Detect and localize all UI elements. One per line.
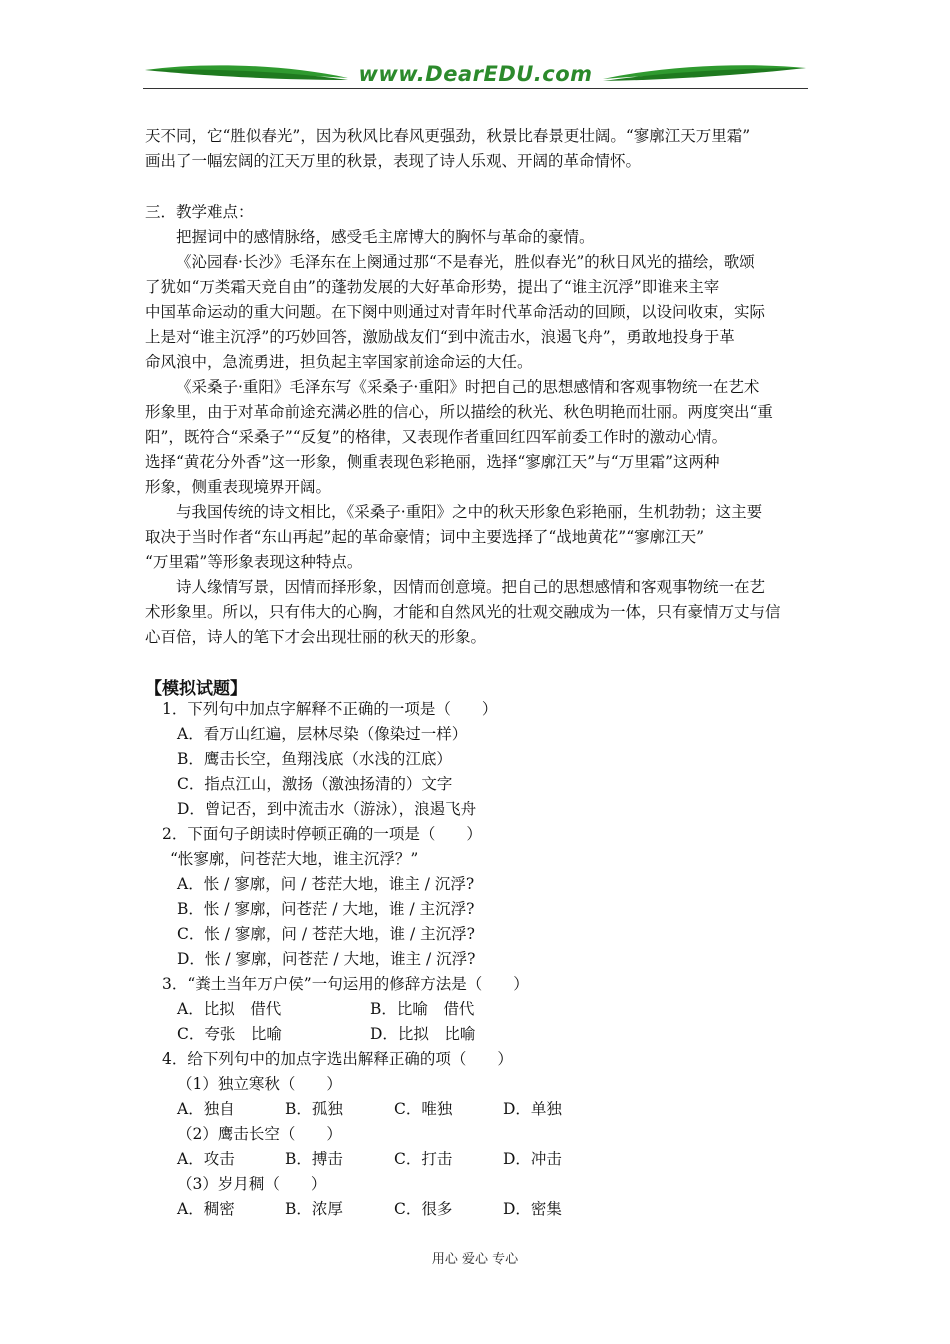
option-a: A．稠密	[177, 1200, 235, 1218]
text-line: 阳”，既符合“采桑子”“反复”的格律，又表现作者重回红四军前委工作时的激动心情。	[145, 428, 728, 446]
option-d: D．比拟 比喻	[370, 1025, 476, 1043]
option-c: C．怅 / 寥廓，问 / 苍茫大地，谁 / 主沉浮?	[177, 925, 475, 943]
question-3: 3．“粪土当年万户侯”一句运用的修辞方法是（ ）	[162, 975, 529, 993]
text-line: 上是对“谁主沉浮”的巧妙回答，激励战友们“到中流击水，浪遏飞舟”，勇敢地投身于革	[145, 328, 735, 346]
option-c: C．夸张 比喻	[177, 1025, 282, 1043]
text-line: 把握词中的感情脉络，感受毛主席博大的胸怀与革命的豪情。	[176, 228, 595, 246]
option-d: D．曾记否，到中流击水（游泳），浪遏飞舟	[177, 800, 477, 818]
sub-question-1: （1）独立寒秋（ ）	[177, 1075, 342, 1093]
option-a: A．独自	[177, 1100, 235, 1118]
option-b: B．鹰击长空，鱼翔浅底（水浅的江底）	[177, 750, 452, 768]
section-heading: 三．教学难点：	[145, 203, 254, 221]
option-b: B．浓厚	[285, 1200, 343, 1218]
page-header	[143, 58, 808, 92]
text-line: 《沁园春·长沙》毛泽东在上阕通过那“不是春光，胜似春光”的秋日风光的描绘，歌颂	[176, 253, 755, 271]
question-2: 2．下面句子朗读时停顿正确的一项是（ ）	[162, 825, 482, 843]
site-title: www.DearEDU.com	[358, 62, 593, 86]
text-line: 了犹如“万类霜天竞自由”的蓬勃发展的大好革命形势，提出了“谁主沉浮”即谁来主宰	[145, 278, 720, 296]
text-line: 中国革命运动的重大问题。在下阕中则通过对青年时代革命活动的回顾，以设问收束，实际	[145, 303, 766, 321]
option-d: D．冲击	[503, 1150, 562, 1168]
option-b: B．孤独	[285, 1100, 343, 1118]
question-4: 4．给下列句中的加点字选出解释正确的项（ ）	[162, 1050, 513, 1068]
option-c: C．唯独	[394, 1100, 453, 1118]
sub-question-3: （3）岁月稠（ ）	[177, 1175, 327, 1193]
intro-paragraph	[145, 124, 810, 174]
option-c: C．指点江山，激扬（激浊扬清的）文字	[177, 775, 453, 793]
text-line: 形象里，由于对革命前途充满必胜的信心，所以描绘的秋光、秋色明艳而壮丽。两度突出“重	[145, 403, 773, 421]
header-rule	[143, 88, 808, 89]
text-line: “万里霜”等形象表现这种特点。	[145, 553, 363, 571]
option-a: A．怅 / 寥廓，问 / 苍茫大地，谁主 / 沉浮?	[177, 875, 475, 893]
option-c: C．打击	[394, 1150, 453, 1168]
option-a: A．比拟 借代	[177, 1000, 282, 1018]
option-b: B．怅 / 寥廓，问苍茫 / 大地，谁 / 主沉浮?	[177, 900, 475, 918]
question-quote: “怅寥廓，问苍茫大地，谁主沉浮？”	[170, 850, 419, 868]
text-line: 命风浪中，急流勇进，担负起主宰国家前途命运的大任。	[145, 353, 533, 371]
text-line: 取决于当时作者“东山再起”起的革命豪情；词中主要选择了“战地黄花”“寥廓江天”	[145, 528, 705, 546]
sub-question-2: （2）鹰击长空（ ）	[177, 1125, 342, 1143]
text-line: 《采桑子·重阳》毛泽东写《采桑子·重阳》时把自己的思想感情和客观事物统一在艺术	[176, 378, 760, 396]
text-line: 选择“黄花分外香”这一形象，侧重表现色彩艳丽，选择“寥廓江天”与“万里霜”这两种	[145, 453, 720, 471]
text-line: 术形象里。所以，只有伟大的心胸，才能和自然风光的壮观交融成为一体，只有豪情万丈与信	[145, 603, 781, 621]
text-line: 诗人缘情写景，因情而择形象，因情而创意境。把自己的思想感情和客观事物统一在艺	[176, 578, 766, 596]
text-line: 天不同，它“胜似春光”，因为秋风比春风更强劲，秋景比春景更壮阔。“寥廓江天万里霜”	[145, 127, 751, 145]
option-b: B．比喻 借代	[370, 1000, 475, 1018]
option-b: B．搏击	[285, 1150, 343, 1168]
text-line: 与我国传统的诗文相比，《采桑子·重阳》之中的秋天形象色彩艳丽，生机勃勃；这主要	[176, 503, 763, 521]
option-c: C．很多	[394, 1200, 453, 1218]
question-1: 1．下列句中加点字解释不正确的一项是（ ）	[162, 700, 498, 718]
exam-heading: 【模拟试题】	[145, 679, 247, 699]
text-line: 心百倍，诗人的笔下才会出现壮丽的秋天的形象。	[145, 628, 487, 646]
option-a: A．看万山红遍，层林尽染（像染过一样）	[177, 725, 468, 743]
page-footer: 用心 爱心 专心	[431, 1252, 519, 1267]
option-d: D．怅 / 寥廓，问苍茫 / 大地，谁主 / 沉浮?	[177, 950, 476, 968]
difficulty-section	[145, 200, 810, 650]
option-d: D．密集	[503, 1200, 562, 1218]
option-d: D．单独	[503, 1100, 562, 1118]
text-line: 形象，侧重表现境界开阔。	[145, 478, 332, 496]
text-line: 画出了一幅宏阔的江天万里的秋景，表现了诗人乐观、开阔的革命情怀。	[145, 152, 642, 170]
option-a: A．攻击	[177, 1150, 235, 1168]
